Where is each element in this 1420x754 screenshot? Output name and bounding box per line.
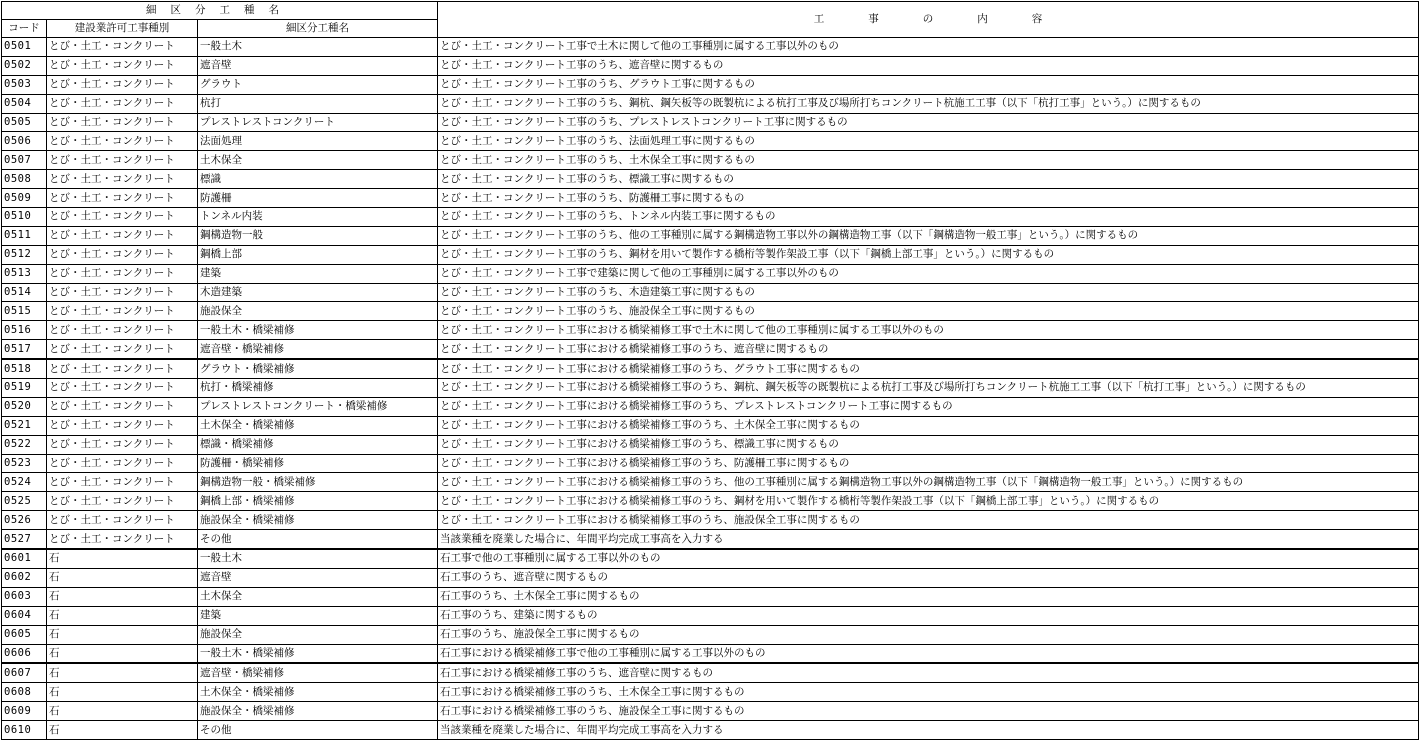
cell-code: 0609 (2, 702, 47, 721)
cell-content: 石工事のうち、遮音壁に関するもの (438, 568, 1419, 587)
cell-name: 鋼構造物一般・橋梁補修 (198, 473, 438, 492)
cell-content: とび・土工・コンクリート工事のうち、木造建築工事に関するもの (438, 283, 1419, 302)
cell-content: とび・土工・コンクリート工事のうち、鋼材を用いて製作する橋桁等製作架設工事（以下「鋼橋上部工事」という。）に関するもの (438, 245, 1419, 264)
cell-content: 石工事における橋梁補修工事のうち、土木保全工事に関するもの (438, 683, 1419, 702)
cell-permit: とび・土工・コンクリート (47, 340, 198, 359)
content-title-char: 事 (868, 13, 879, 25)
cell-code: 0608 (2, 683, 47, 702)
cell-content: とび・土工・コンクリート工事における橋梁補修工事のうち、鋼材を用いて製作する橋桁等製作架設工事（以下「鋼橋上部工事」という。）に関するもの (438, 492, 1419, 511)
table-row (2, 113, 1419, 132)
cell-code: 0504 (2, 94, 47, 113)
cell-code: 0522 (2, 435, 47, 454)
content-title-char: 容 (1031, 13, 1043, 25)
cell-permit: とび・土工・コンクリート (47, 473, 198, 492)
cell-name: 防護柵・橋梁補修 (198, 454, 438, 473)
column-header-permit: 建設業許可工事種別 (47, 20, 198, 38)
cell-name: 施設保全・橋梁補修 (198, 702, 438, 721)
cell-code: 0603 (2, 587, 47, 606)
content-title-char: 工 (813, 13, 825, 25)
column-header-name: 細区分工種名 (198, 20, 438, 38)
cell-name: 一般土木 (198, 549, 438, 568)
cell-code: 0516 (2, 321, 47, 340)
table-row (2, 568, 1419, 587)
cell-code: 0526 (2, 511, 47, 530)
table-row (2, 454, 1419, 473)
table-row (2, 226, 1419, 245)
cell-permit: とび・土工・コンクリート (47, 321, 198, 340)
table-row (2, 473, 1419, 492)
cell-code: 0605 (2, 625, 47, 644)
table-row (2, 302, 1419, 321)
table-row (2, 189, 1419, 208)
cell-name: トンネル内装 (198, 208, 438, 227)
cell-name: 施設保全 (198, 625, 438, 644)
cell-code: 0510 (2, 208, 47, 227)
cell-permit: とび・土工・コンクリート (47, 397, 198, 416)
cell-content: 当該業種を廃業した場合に、年間平均完成工事高を入力する (438, 530, 1419, 549)
cell-name: 施設保全 (198, 302, 438, 321)
cell-code: 0527 (2, 530, 47, 549)
cell-permit: 石 (47, 721, 198, 740)
cell-permit: とび・土工・コンクリート (47, 416, 198, 435)
cell-name: 遮音壁 (198, 568, 438, 587)
cell-name: 一般土木・橋梁補修 (198, 321, 438, 340)
cell-permit: 石 (47, 606, 198, 625)
cell-content: 石工事における橋梁補修工事のうち、遮音壁に関するもの (438, 663, 1419, 682)
table-row (2, 38, 1419, 57)
cell-content: とび・土工・コンクリート工事のうち、法面処理工事に関するもの (438, 132, 1419, 151)
column-header-code: コード (2, 20, 47, 38)
cell-content: 当該業種を廃業した場合に、年間平均完成工事高を入力する (438, 721, 1419, 740)
cell-content: とび・土工・コンクリート工事で土木に関して他の工事種別に属する工事以外のもの (438, 38, 1419, 57)
cell-code: 0505 (2, 113, 47, 132)
cell-permit: とび・土工・コンクリート (47, 170, 198, 189)
cell-content: とび・土工・コンクリート工事における橋梁補修工事のうち、遮音壁に関するもの (438, 340, 1419, 359)
content-title-char: の (922, 13, 934, 25)
cell-permit: とび・土工・コンクリート (47, 113, 198, 132)
cell-permit: 石 (47, 587, 198, 606)
cell-content: 石工事のうち、土木保全工事に関するもの (438, 587, 1419, 606)
cell-name: 木造建築 (198, 283, 438, 302)
cell-code: 0511 (2, 226, 47, 245)
cell-permit: とび・土工・コンクリート (47, 435, 198, 454)
cell-content: 石工事における橋梁補修工事のうち、施設保全工事に関するもの (438, 702, 1419, 721)
cell-permit: 石 (47, 702, 198, 721)
cell-permit: 石 (47, 549, 198, 568)
table-row (2, 663, 1419, 682)
cell-content: とび・土工・コンクリート工事のうち、プレストレストコンクリート工事に関するもの (438, 113, 1419, 132)
content-title-char: 内 (977, 13, 988, 25)
cell-content: 石工事における橋梁補修工事で他の工事種別に属する工事以外のもの (438, 644, 1419, 663)
cell-name: 施設保全・橋梁補修 (198, 511, 438, 530)
cell-name: 土木保全 (198, 587, 438, 606)
cell-name: 杭打 (198, 94, 438, 113)
table-row (2, 359, 1419, 378)
table-row (2, 264, 1419, 283)
cell-name: 土木保全 (198, 151, 438, 170)
table-row (2, 94, 1419, 113)
cell-code: 0507 (2, 151, 47, 170)
table-row (2, 435, 1419, 454)
cell-permit: とび・土工・コンクリート (47, 245, 198, 264)
cell-content: とび・土工・コンクリート工事のうち、土木保全工事に関するもの (438, 151, 1419, 170)
table-body (2, 38, 1419, 740)
group-title-header: 細区分工種名 (2, 2, 438, 20)
cell-content: とび・土工・コンクリート工事における橋梁補修工事のうち、土木保全工事に関するもの (438, 416, 1419, 435)
cell-content: 石工事で他の工事種別に属する工事以外のもの (438, 549, 1419, 568)
table-row (2, 644, 1419, 663)
cell-name: 鋼橋上部・橋梁補修 (198, 492, 438, 511)
table-row (2, 283, 1419, 302)
cell-name: 標識 (198, 170, 438, 189)
cell-code: 0502 (2, 56, 47, 75)
cell-permit: 石 (47, 663, 198, 682)
cell-name: プレストレストコンクリート (198, 113, 438, 132)
cell-permit: とび・土工・コンクリート (47, 302, 198, 321)
cell-permit: とび・土工・コンクリート (47, 226, 198, 245)
cell-content: とび・土工・コンクリート工事における橋梁補修工事で土木に関して他の工事種別に属する工事以外のもの (438, 321, 1419, 340)
cell-name: 建築 (198, 606, 438, 625)
cell-code: 0506 (2, 132, 47, 151)
cell-code: 0601 (2, 549, 47, 568)
cell-code: 0607 (2, 663, 47, 682)
table-row (2, 397, 1419, 416)
cell-permit: とび・土工・コンクリート (47, 379, 198, 398)
table-row (2, 549, 1419, 568)
cell-code: 0523 (2, 454, 47, 473)
cell-content: 石工事のうち、施設保全工事に関するもの (438, 625, 1419, 644)
cell-code: 0508 (2, 170, 47, 189)
cell-name: その他 (198, 530, 438, 549)
cell-permit: 石 (47, 625, 198, 644)
cell-name: 建築 (198, 264, 438, 283)
cell-name: 土木保全・橋梁補修 (198, 416, 438, 435)
header-row-group (2, 2, 1419, 20)
cell-permit: 石 (47, 568, 198, 587)
cell-permit: とび・土工・コンクリート (47, 56, 198, 75)
cell-permit: とび・土工・コンクリート (47, 530, 198, 549)
cell-permit: とび・土工・コンクリート (47, 283, 198, 302)
table-row (2, 151, 1419, 170)
cell-permit: 石 (47, 644, 198, 663)
cell-code: 0604 (2, 606, 47, 625)
cell-content: とび・土工・コンクリート工事のうち、防護柵工事に関するもの (438, 189, 1419, 208)
cell-code: 0521 (2, 416, 47, 435)
table-row (2, 683, 1419, 702)
cell-permit: 石 (47, 683, 198, 702)
table-row (2, 208, 1419, 227)
cell-name: 鋼橋上部 (198, 245, 438, 264)
cell-name: 遮音壁・橋梁補修 (198, 340, 438, 359)
cell-permit: とび・土工・コンクリート (47, 38, 198, 57)
cell-code: 0518 (2, 359, 47, 378)
cell-name: 一般土木 (198, 38, 438, 57)
table-row (2, 721, 1419, 740)
cell-content: とび・土工・コンクリート工事における橋梁補修工事のうち、標識工事に関するもの (438, 435, 1419, 454)
cell-name: プレストレストコンクリート・橋梁補修 (198, 397, 438, 416)
cell-code: 0520 (2, 397, 47, 416)
cell-permit: とび・土工・コンクリート (47, 151, 198, 170)
cell-name: 鋼構造物一般 (198, 226, 438, 245)
table-row (2, 245, 1419, 264)
cell-name: その他 (198, 721, 438, 740)
table-row (2, 56, 1419, 75)
cell-name: 法面処理 (198, 132, 438, 151)
table-row (2, 530, 1419, 549)
cell-name: 遮音壁 (198, 56, 438, 75)
cell-content: とび・土工・コンクリート工事のうち、標識工事に関するもの (438, 170, 1419, 189)
cell-code: 0602 (2, 568, 47, 587)
cell-permit: とび・土工・コンクリート (47, 132, 198, 151)
cell-content: とび・土工・コンクリート工事における橋梁補修工事のうち、プレストレストコンクリート工事に関するもの (438, 397, 1419, 416)
cell-name: 杭打・橋梁補修 (198, 379, 438, 398)
table-row (2, 416, 1419, 435)
cell-permit: とび・土工・コンクリート (47, 492, 198, 511)
cell-code: 0515 (2, 302, 47, 321)
cell-permit: とび・土工・コンクリート (47, 94, 198, 113)
cell-code: 0513 (2, 264, 47, 283)
cell-permit: とび・土工・コンクリート (47, 75, 198, 94)
content-title-header (438, 2, 1419, 38)
cell-content: とび・土工・コンクリート工事のうち、グラウト工事に関するもの (438, 75, 1419, 94)
cell-name: 遮音壁・橋梁補修 (198, 663, 438, 682)
table-row (2, 606, 1419, 625)
table-row (2, 702, 1419, 721)
table-row (2, 492, 1419, 511)
cell-permit: とび・土工・コンクリート (47, 208, 198, 227)
table-row (2, 379, 1419, 398)
cell-content: とび・土工・コンクリート工事における橋梁補修工事のうち、施設保全工事に関するもの (438, 511, 1419, 530)
cell-name: 防護柵 (198, 189, 438, 208)
cell-content: とび・土工・コンクリート工事における橋梁補修工事のうち、他の工事種別に属する鋼構造物工事以外の鋼構造物工事（以下「鋼構造物一般工事」という。）に関するもの (438, 473, 1419, 492)
cell-code: 0606 (2, 644, 47, 663)
work-type-table (1, 1, 1419, 740)
cell-content: とび・土工・コンクリート工事のうち、施設保全工事に関するもの (438, 302, 1419, 321)
cell-content: とび・土工・コンクリート工事のうち、他の工事種別に属する鋼構造物工事以外の鋼構造物工事（以下「鋼構造物一般工事」という。）に関するもの (438, 226, 1419, 245)
table-row (2, 511, 1419, 530)
cell-code: 0514 (2, 283, 47, 302)
cell-name: 一般土木・橋梁補修 (198, 644, 438, 663)
cell-name: グラウト (198, 75, 438, 94)
table-row (2, 132, 1419, 151)
cell-content: とび・土工・コンクリート工事で建築に関して他の工事種別に属する工事以外のもの (438, 264, 1419, 283)
cell-permit: とび・土工・コンクリート (47, 511, 198, 530)
cell-content: とび・土工・コンクリート工事における橋梁補修工事のうち、グラウト工事に関するもの (438, 359, 1419, 378)
cell-code: 0509 (2, 189, 47, 208)
cell-code: 0610 (2, 721, 47, 740)
cell-name: 土木保全・橋梁補修 (198, 683, 438, 702)
cell-code: 0525 (2, 492, 47, 511)
cell-permit: とび・土工・コンクリート (47, 264, 198, 283)
cell-name: グラウト・橋梁補修 (198, 359, 438, 378)
cell-code: 0519 (2, 379, 47, 398)
cell-code: 0501 (2, 38, 47, 57)
cell-code: 0517 (2, 340, 47, 359)
cell-content: 石工事のうち、建築に関するもの (438, 606, 1419, 625)
table-row (2, 170, 1419, 189)
cell-code: 0524 (2, 473, 47, 492)
table-row (2, 321, 1419, 340)
cell-content: とび・土工・コンクリート工事のうち、鋼杭、鋼矢板等の既製杭による杭打工事及び場所打ちコンクリート杭施工工事（以下「杭打工事」という。）に関するもの (438, 94, 1419, 113)
cell-permit: とび・土工・コンクリート (47, 189, 198, 208)
cell-permit: とび・土工・コンクリート (47, 359, 198, 378)
cell-content: とび・土工・コンクリート工事における橋梁補修工事のうち、防護柵工事に関するもの (438, 454, 1419, 473)
cell-code: 0512 (2, 245, 47, 264)
cell-content: とび・土工・コンクリート工事のうち、トンネル内装工事に関するもの (438, 208, 1419, 227)
cell-name: 標識・橋梁補修 (198, 435, 438, 454)
cell-permit: とび・土工・コンクリート (47, 454, 198, 473)
table-row (2, 75, 1419, 94)
cell-content: とび・土工・コンクリート工事における橋梁補修工事のうち、鋼杭、鋼矢板等の既製杭による杭打工事及び場所打ちコンクリート杭施工工事（以下「杭打工事」という。）に関するもの (438, 379, 1419, 398)
table-row (2, 625, 1419, 644)
table-row (2, 340, 1419, 359)
table-row (2, 587, 1419, 606)
cell-content: とび・土工・コンクリート工事のうち、遮音壁に関するもの (438, 56, 1419, 75)
cell-code: 0503 (2, 75, 47, 94)
